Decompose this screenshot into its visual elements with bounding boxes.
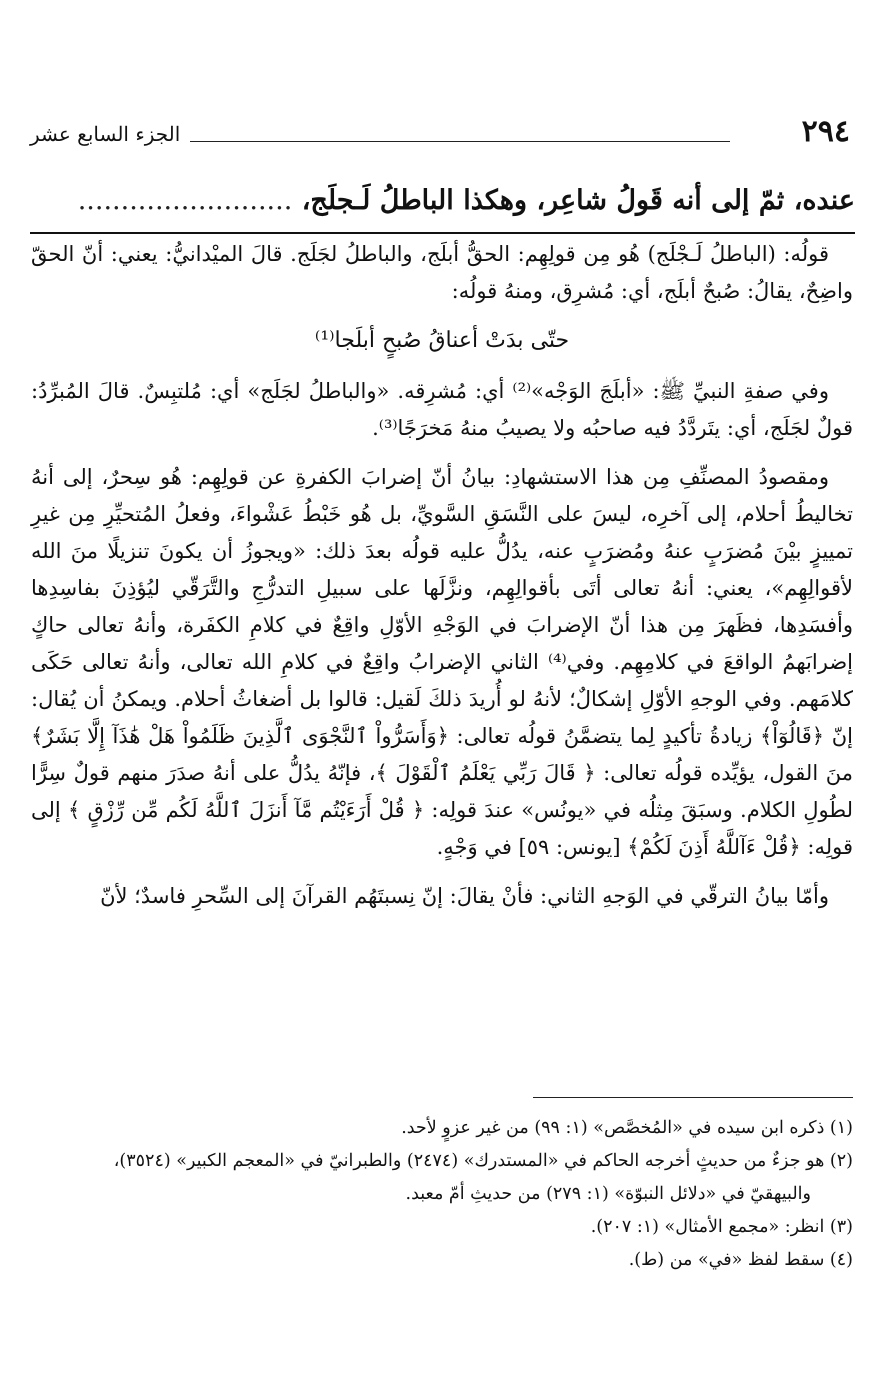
- footnote-1: (١) ذكره ابن سيده في «المُخصَّص» (١: ٩٩) من غير عزوٍ لأحد.: [401, 1118, 853, 1138]
- matn-rule: [30, 232, 855, 234]
- paragraph-4: وأمّا بيانُ الترقّي في الوَجهِ الثاني: فأنْ يقالَ: إنّ نِسبتَهُم القرآنَ إلى السِّحرِ فاسدٌ؛ لأنّ: [100, 884, 829, 908]
- page-number: ٢٩٤: [801, 114, 850, 149]
- poetry-verse: حتّى بدَتْ أعناقُ صُبحٍ أبلَجا⁽¹⁾: [314, 328, 570, 353]
- footnote-2-continued: والبيهقيّ في «دلائل النبوّة» (١: ٢٧٩) من حديثِ أمّ معبد.: [405, 1184, 811, 1204]
- matn-line: [25, 173, 855, 229]
- footnote-2: (٢) هو جزءٌ من حديثٍ أخرجه الحاكم في «المستدرك» (٢٤٧٤) والطبرانيّ في «المعجم الكبير» (٣٥٢٤)،: [113, 1151, 853, 1171]
- footnote-rule: [533, 1097, 853, 1098]
- paragraph-1: قولُه: (الباطلُ لَـجْلَج) هُو مِن قولِهِم: الحقُّ أبلَج، والباطلُ لجَلَج. قالَ الميْدانيُّ: يعني: أنّ الحقّ واضِحٌ، يقالُ: صُبحٌ أبلَج، أي: مُشرِق، ومنهُ قولُه:: [31, 242, 853, 303]
- footnote-4: (٤) سقط لفظ «في» من (ط).: [628, 1250, 853, 1270]
- footnotes: [31, 1112, 853, 1277]
- paragraph-2: وفي صفةِ النبيِّ ﷺ: «أبلَجَ الوَجْه»⁽²⁾ أي: مُشرِقه. «والباطلُ لجَلَج» أي: مُلتبِسٌ. قالَ المُبرِّدُ: قولٌ لجَلَج، أي: يتَردَّدُ فيه صاحبُه ولا يصيبُ منهُ مَخرَجًا⁽³⁾.: [31, 379, 853, 440]
- matn-dots: .........................: [77, 185, 293, 216]
- matn-text: عنده، ثمّ إلى أنه قَولُ شاعِر، وهكذا الباطلُ لَـجلَج،: [301, 185, 855, 216]
- paragraph-3: ومقصودُ المصنِّفِ مِن هذا الاستشهادِ: بيانُ أنّ إضرابَ الكفرةِ عن قولِهِم: هُو سِحرٌ، إلى أنهُ تخاليطُ أحلام، إلى آخرِه، ليسَ على النَّسَقِ السَّويِّ، بل هُو خَبْطُ عَشْواءَ، وفعلُ المُتحيِّرِ مِن غيرِ تمييزٍ بيْنَ مُضرَبٍ عنهُ ومُضرَبٍ عنه، يدُلُّ عليه قولُه بعدَ ذلك: «ويجوزُ أن يكونَ تنزيلًا منَ الله لأقوالِهِم»، يعني: أنهُ تعالى أتَى بأقوالِهِم، ونزَّلَها على سبيلِ التدرُّجِ والتَّرَقّي ليُؤذِنَ بفاسِدِها وأفسَدِها، فظَهرَ مِن هذا أنّ الإضرابَ في الوَجْهِ الأوّلِ واقِعٌ في كلامِ الكفَرة، وأنهُ تعالى حاكٍ إضرابَهمُ الواقعَ في كلامِهِم. وفي⁽⁴⁾ الثاني الإضرابُ واقِعٌ في كلامِ الله تعالى، وأنهُ تعالى حَكَى كلامَهم. وفي الوجهِ الأوّلِ إشكالٌ؛ لأنهُ لو أُريدَ ذلكَ لَقيل: قالوا بل أضغاثُ أحلام. ويمكنُ أن يُقال: إنّ ﴿قَالُوٓاْ﴾ زيادةُ تأكيدٍ لِما يتضمَّنُ قولُه تعالى: ﴿وَأَسَرُّواْ ٱلنَّجْوَى ٱلَّذِينَ ظَلَمُواْ هَلْ هَٰذَآ إِلَّا بَشَرٌ﴾ منَ القول، يؤيِّده قولُه تعالى: ﴿ قَالَ رَبِّي يَعْلَمُ ٱلْقَوْلَ ﴾، فإنّهُ يدُلُّ على أنهُ صدَرَ منهم قولٌ سِرًّا لطُولِ الكلام. وسبَقَ مِثلُه في «يونُس» عندَ قولِه: ﴿ قُلْ أَرَءَيْتُم مَّآ أَنزَلَ ٱللَّهُ لَكُم مِّن رِّزْقٍ ﴾ إلى قولِه: ﴿قُلْ ءَآللَّهُ أَذِنَ لَكُمْ﴾ [يونس: ٥٩] في وَجْهٍ.: [31, 465, 853, 859]
- commentary-body: [31, 236, 853, 927]
- running-title: الجزء السابع عشر: [30, 122, 181, 146]
- running-header: [30, 112, 850, 152]
- header-rule: [190, 141, 730, 142]
- footnote-3: (٣) انظر: «مجمع الأمثال» (١: ٢٠٧).: [590, 1217, 853, 1237]
